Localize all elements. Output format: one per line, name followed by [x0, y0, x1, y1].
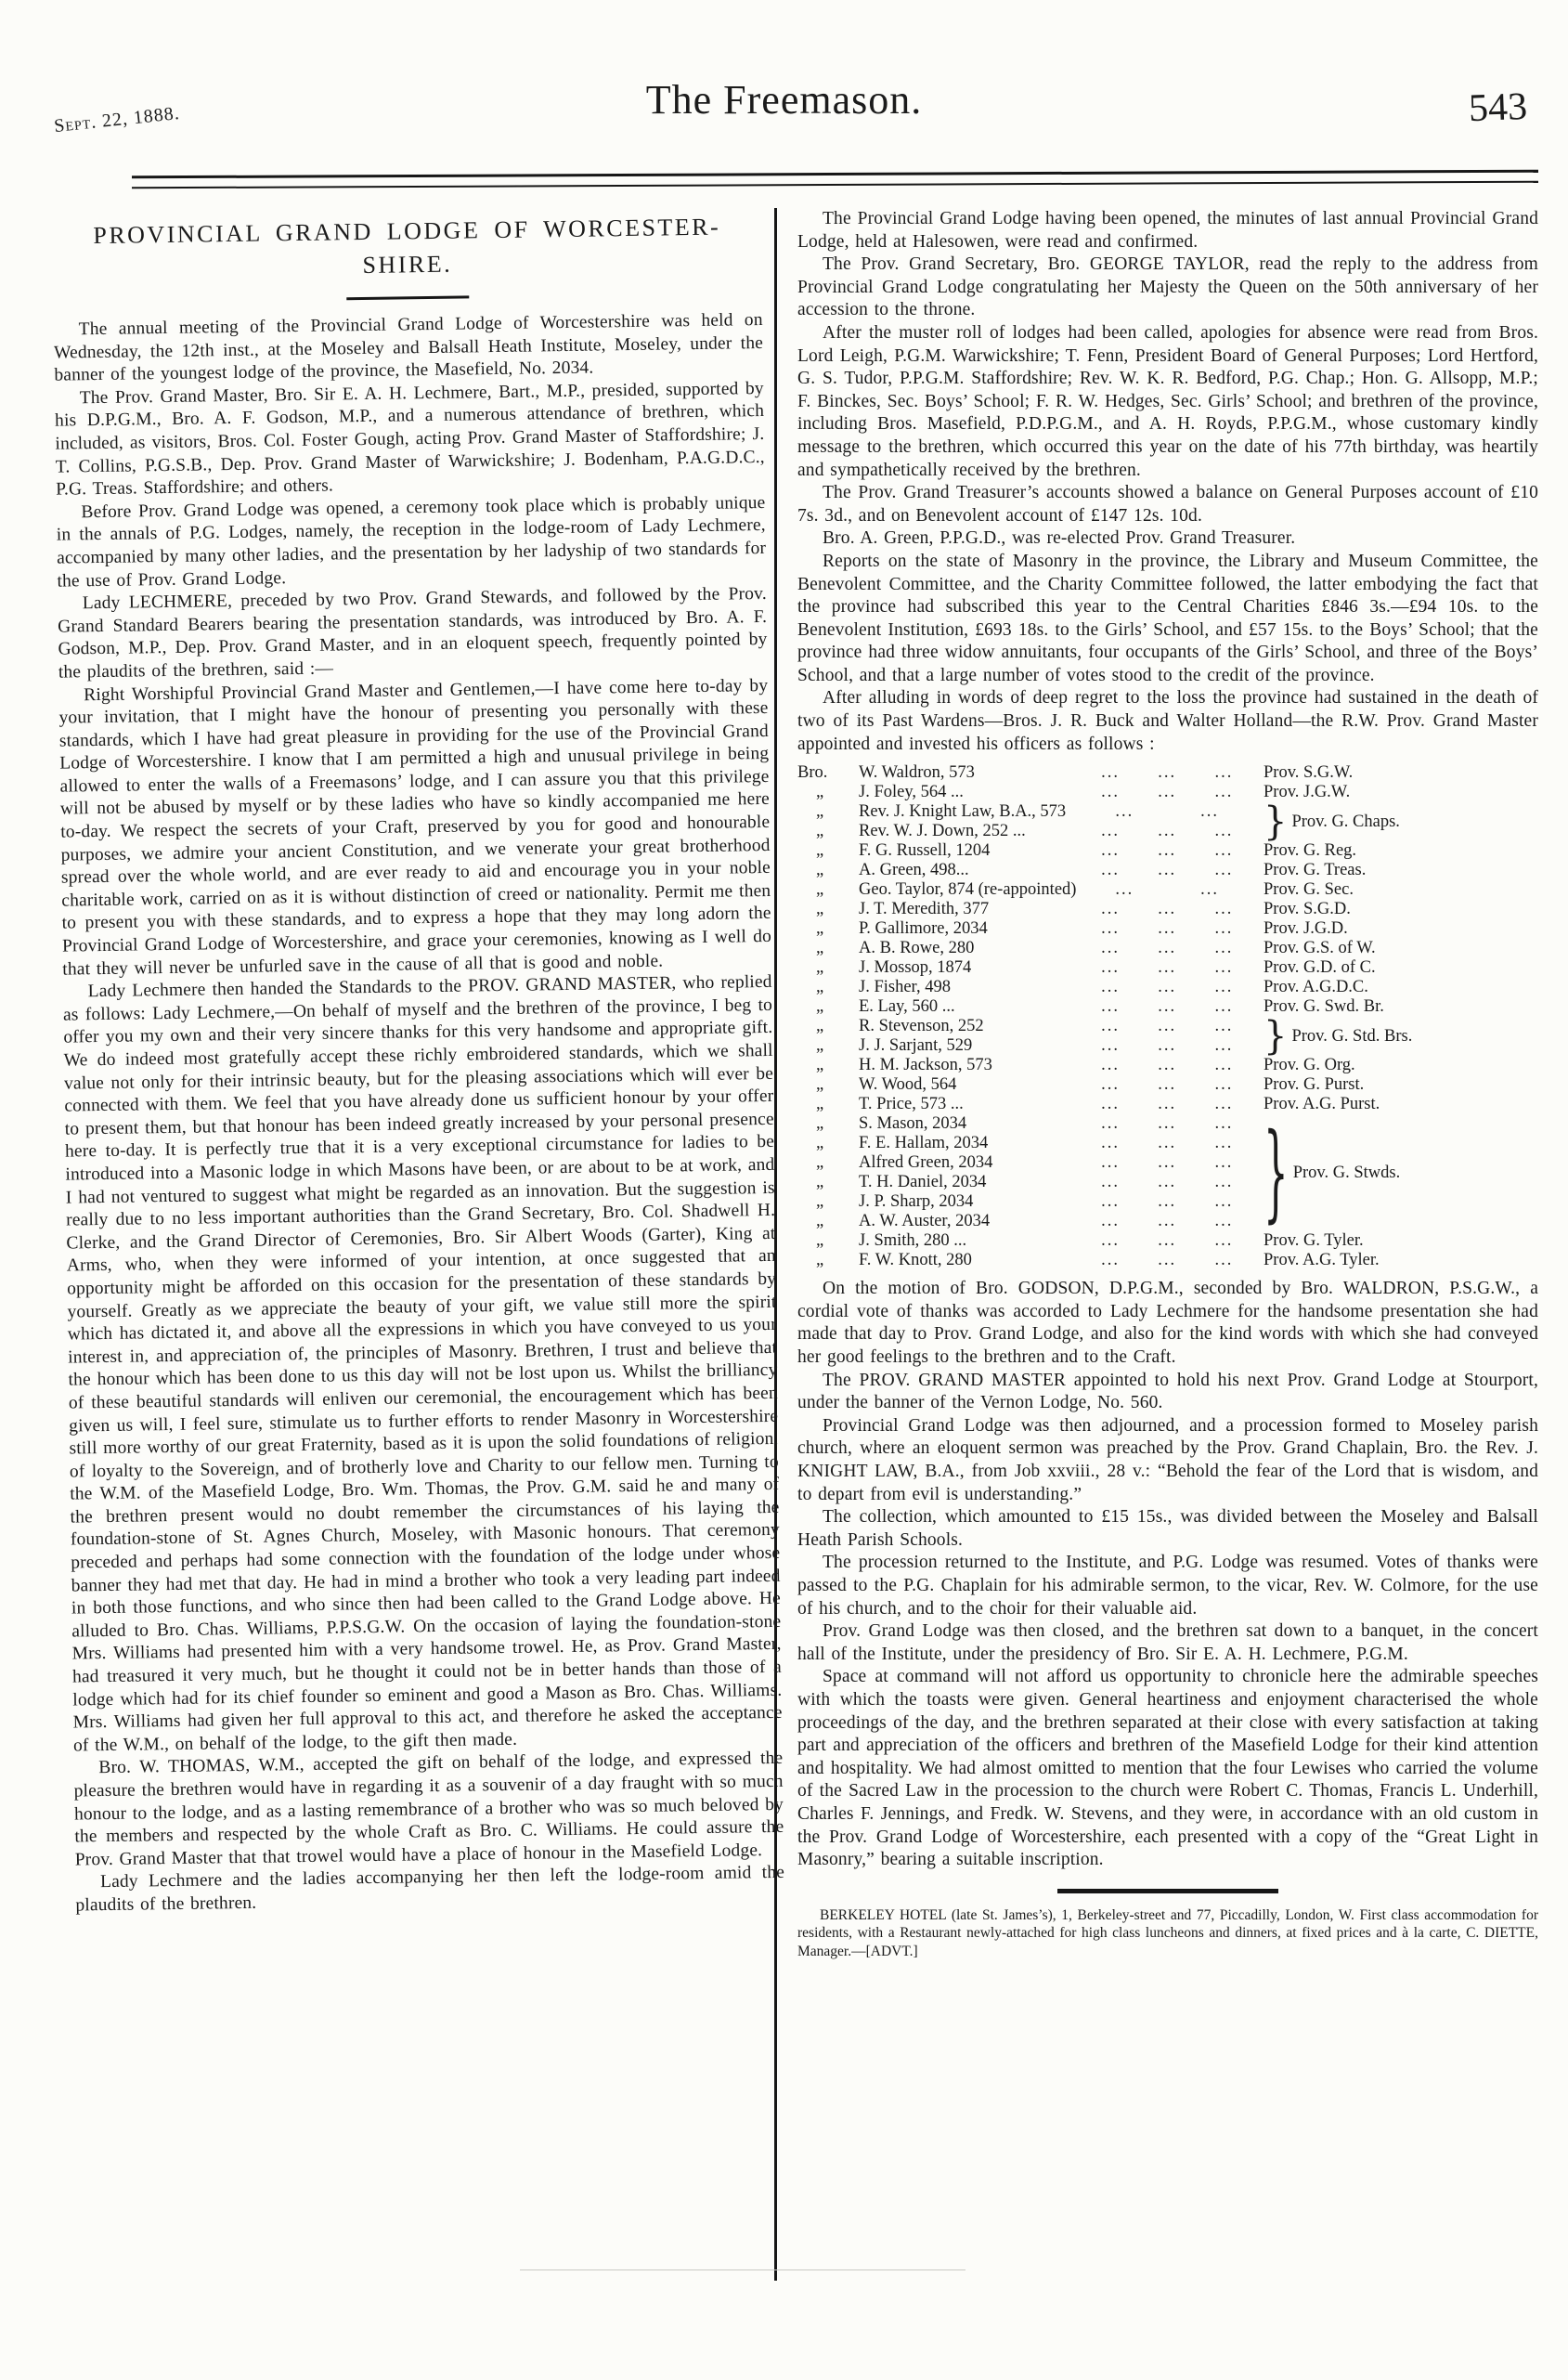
- dot-leaders: ... ... ...: [1101, 919, 1234, 939]
- officer-name: W. Wood, 564: [859, 1075, 957, 1095]
- officer-rank: Prov. J.G.D.: [1263, 919, 1348, 939]
- article-paragraph: Before Prov. Grand Lodge was opened, a ceremony took place which is probably unique in the annals of P.G. Lodges, namely, the reception in the lodge-room of Lady Lechmere, accompanied by many other ladies, and the presentation by her ladyship of two standards for the use of Prov. Grand Lodge.: [56, 492, 767, 592]
- officer-name: F. W. Knott, 280: [859, 1251, 972, 1270]
- brace-glyph: }: [1263, 800, 1288, 845]
- dot-leaders: ... ... ...: [1101, 1231, 1234, 1251]
- officer-row: [797, 1251, 1538, 1270]
- officer-row: [797, 1114, 1538, 1134]
- officer-name: J. Smith, 280 ...: [859, 1231, 967, 1251]
- article-paragraph: On the motion of Bro. GODSON, D.P.G.M., seconded by Bro. WALDRON, P.S.G.W., a cordial vote of thanks was accorded to Lady Lechmere for the handsome presentation she had made that day to Prov. Grand Lodge, and also for the kind words with which she had conveyed her good feelings to the brethren and to the Craft.: [797, 1279, 1538, 1368]
- dot-leaders: ... ... ...: [1101, 939, 1234, 958]
- officer-prefix: „: [816, 783, 824, 802]
- officer-row: [797, 1075, 1538, 1095]
- officer-rank: Prov. S.G.W.: [1263, 763, 1354, 783]
- officer-prefix: „: [816, 1036, 824, 1056]
- officer-prefix: „: [816, 900, 824, 919]
- article-paragraph: Lady LECHMERE, preceded by two Prov. Grand Stewards, and followed by the Prov. Grand Standard Bearers bearing the presentation standards, was introduced by Bro. A. F. Godson, M.P., Dep. Prov. Grand Master, and in an eloquent speech, frequently pointed by the plaudits of the brethren, said :—: [58, 584, 768, 683]
- dot-leaders: ... ... ...: [1101, 1192, 1234, 1212]
- officer-name: J. Mossop, 1874: [859, 958, 972, 978]
- article-paragraph: After the muster roll of lodges had been called, apologies for absence were read from Bros. Lord Leigh, P.G.M. Warwickshire; T. Fenn, President Board of General Purposes; Lord Hertford, G. S. Tudor, P.P.G.M. Staffordshire; Rev. W. K. R. Bedford, P.G. Chap.; Hon. G. Allsopp, M.P.; F. Binckes, Sec. Boys’ School; F. R. W. Hedges, Sec. Girls’ School; and brethren of the province, including Bros. Masefield, P.D.P.G.M., and A. H. Royds, P.P.G.M., whose customary kindly message to the brethren, which occurred this year on the date of his 77th birthday, was heartily and sympathetically received by the brethren.: [797, 322, 1538, 480]
- dot-leaders: ... ... ...: [1101, 958, 1234, 978]
- officer-name: E. Lay, 560 ...: [859, 997, 955, 1017]
- article-paragraph: The Prov. Grand Secretary, Bro. GEORGE TAYLOR, read the reply to the address from Provincial Grand Lodge congratulating her Majesty the Queen on the 50th anniversary of her accession to the throne.: [797, 254, 1538, 320]
- article-paragraph: Lady Lechmere and the ladies accompanying her then left the lodge-room amid the plaudits of the brethren.: [75, 1863, 785, 1916]
- officer-prefix: „: [816, 1212, 824, 1231]
- officer-rank: [1263, 800, 1538, 845]
- officer-prefix: „: [816, 802, 824, 822]
- officer-row: [797, 978, 1538, 997]
- officer-rank-label: Prov. G. Chaps.: [1291, 812, 1400, 831]
- officer-name: H. M. Jackson, 573: [859, 1056, 992, 1075]
- officer-rank: [1263, 1014, 1538, 1060]
- header-rule-bottom: [132, 181, 1538, 189]
- officer-name: W. Waldron, 573: [859, 763, 975, 783]
- officer-name: F. G. Russell, 1204: [859, 841, 991, 861]
- hotel-advert: BERKELEY HOTEL (late St. James’s), 1, Berkeley-street and 77, Piccadilly, London, W. First class accommodation for residents, with a Restaurant newly-attached for high class luncheons and dinners, at fixed prices and à la carte, C. DIETTE, Manager.—[ADVT.]: [797, 1906, 1538, 1959]
- officer-name: A. Green, 498...: [859, 861, 969, 880]
- dot-leaders: ... ... ...: [1101, 900, 1234, 919]
- officer-row: [797, 1231, 1538, 1251]
- officer-name: J. Foley, 564 ...: [859, 783, 964, 802]
- officers-table-body: [797, 763, 1538, 1270]
- officer-prefix: „: [816, 958, 824, 978]
- brace-glyph: }: [1263, 1110, 1289, 1234]
- article-paragraph: The PROV. GRAND MASTER appointed to hold his next Prov. Grand Lodge at Stourport, under the banner of the Vernon Lodge, No. 560.: [797, 1370, 1538, 1413]
- dot-leaders: ... ... ...: [1101, 841, 1234, 861]
- officer-name: Geo. Taylor, 874 (re-appointed): [859, 880, 1077, 900]
- officer-name: A. B. Rowe, 280: [859, 939, 975, 958]
- left-column-content: [52, 210, 784, 1918]
- newspaper-title: The Freemason.: [645, 77, 923, 123]
- dot-leaders: ... ... ...: [1101, 763, 1234, 783]
- officer-name: J. Fisher, 498: [859, 978, 951, 997]
- dot-leaders: ... ... ...: [1101, 1251, 1234, 1270]
- dot-leaders: ... ... ...: [1101, 861, 1234, 880]
- article-paragraph: Prov. Grand Lodge was then closed, and the brethren sat down to a banquet, in the concert hall of the Institute, under the presidency of Bro. Sir E. A. H. Lechmere, P.G.M.: [797, 1621, 1538, 1664]
- officer-row: [797, 861, 1538, 880]
- dot-leaders: ... ... ...: [1101, 997, 1234, 1017]
- dot-leaders: ... ... ...: [1101, 1173, 1234, 1192]
- officer-name: Alfred Green, 2034: [859, 1153, 993, 1173]
- article-title-line: SHIRE.: [362, 250, 453, 280]
- dot-leaders: ... ... ...: [1101, 978, 1234, 997]
- article-paragraph: The Provincial Grand Lodge having been opened, the minutes of last annual Provincial Grand Lodge, held at Halesowen, were read and confirmed.: [797, 209, 1538, 252]
- article-paragraph: The Prov. Grand Master, Bro. Sir E. A. H. Lechmere, Bart., M.P., presided, supported by his D.P.G.M., Bro. A. F. Godson, M.P., and a numerous attendance of brethren, which included, as visitors, Bros. Col. Foster Gough, acting Prov. Grand Master of Staffordshire; J. T. Collins, P.G.S.B., Dep. Prov. Grand Master of Warwickshire; J. Bodenham, P.A.G.D.C., P.G. Treas. Staffordshire; and others.: [54, 378, 765, 500]
- left-column: [52, 208, 785, 2281]
- dot-leaders: ... ... ...: [1101, 1134, 1234, 1153]
- officer-name: T. H. Daniel, 2034: [859, 1173, 987, 1192]
- officer-row: [797, 939, 1538, 958]
- issue-date: Sept. 22, 1888.: [53, 102, 181, 137]
- officer-rank: Prov. G. Reg.: [1263, 841, 1357, 861]
- officer-rank: Prov. G. Org.: [1263, 1056, 1355, 1075]
- officer-row: [797, 841, 1538, 861]
- officer-rank: Prov. A.G.D.C.: [1263, 978, 1368, 997]
- officer-prefix: „: [816, 1056, 824, 1075]
- dot-leaders: ... ... ...: [1101, 1017, 1234, 1036]
- officer-row: [797, 783, 1538, 802]
- article-title-line: PROVINCIAL GRAND LODGE OF WORCESTER-: [93, 213, 721, 250]
- officer-prefix: Bro.: [797, 763, 828, 783]
- officer-prefix: „: [816, 822, 824, 841]
- officer-row: [797, 763, 1538, 783]
- article-paragraph: Bro. W. THOMAS, W.M., accepted the gift on behalf of the lodge, and expressed the pleasure the brethren would have in regarding it as a souvenir of a day fraught with so much honour to the lodge, and as a lasting remembrance of a brother who was so much beloved by the members and respected by the whole Craft as Bro. C. Williams. He could assure the Prov. Grand Master that that trowel would have a place of honour in the Masefield Lodge.: [73, 1749, 784, 1870]
- officer-rank: Prov. G. Swd. Br.: [1263, 997, 1384, 1017]
- officer-name: T. Price, 573 ...: [859, 1095, 964, 1114]
- officer-rank: [1263, 1110, 1538, 1234]
- officer-rank-label: Prov. G. Stwds.: [1292, 1163, 1401, 1182]
- officer-row: [797, 802, 1538, 822]
- officer-name: J. T. Meredith, 377: [859, 900, 990, 919]
- dot-leaders: ... ... ...: [1101, 1212, 1234, 1231]
- officer-rank: Prov. G. Purst.: [1263, 1075, 1365, 1095]
- dot-leaders: ... ... ...: [1101, 1036, 1234, 1056]
- article-paragraph: The Prov. Grand Treasurer’s accounts showed a balance on General Purposes account of £10 7s. 3d., and on Benevolent account of £147 12s. 10d.: [797, 483, 1538, 526]
- article-paragraph: Right Worshipful Provincial Grand Master and Gentlemen,—I have come here to-day by your invitation, that I might have the honour of presenting you personally with these standards, which I have had great pleasure in providing for the use of the Provincial Grand Lodge of Worcestershire. I know that I am permitted a high and unusual privilege in being allowed to enter the walls of a Freemasons’ lodge, and I can assure you that this privilege will not be abused by myself or by these ladies who have so kindly accompanied me here to-day. We respect the secrets of your Craft, preserved by you for good and honourable purposes, we admire your ancient Constitution, and we venerate your great brotherhood spread over the whole world, and are ever ready to aid and encourage you in your noble charitable work, carried on as it is without distinction of creed or nationality. Permit me then to present you with these standards, and to express a hope that they may long adorn the Provincial Grand Lodge of Worcestershire, and grace your ceremonies, knowing as I well do that they will never be unfurled save in the cause of all that is good and noble.: [58, 675, 772, 980]
- page-number: 543: [1468, 85, 1528, 131]
- officer-row: [797, 1017, 1538, 1036]
- officer-prefix: „: [816, 1153, 824, 1173]
- article-paragraph: Reports on the state of Masonry in the province, the Library and Museum Committee, the Benevolent Committee, and the Charity Committee followed, the latter embodying the fact that the province had subscribed this year to the Central Charities £846 3s.—£94 10s. to the Benevolent Institution, £693 18s. to the Girls’ School, and £57 15s. to the Boys’ School; that the province had three widow annuitants, four occupants of the Girls’ School, and three of the Boys’ School, and that a large number of votes stood to the credit of the province.: [797, 551, 1538, 685]
- dot-leaders: ... ... ...: [1101, 1095, 1234, 1114]
- article-columns: [52, 208, 1538, 2281]
- officer-name: J. P. Sharp, 2034: [859, 1192, 974, 1212]
- officer-prefix: „: [816, 1095, 824, 1114]
- officer-row: [797, 997, 1538, 1017]
- officer-row: [797, 880, 1538, 900]
- officer-rank: Prov. G. Treas.: [1263, 861, 1367, 880]
- officer-rank: Prov. G.S. of W.: [1263, 939, 1376, 958]
- officer-prefix: „: [816, 1017, 824, 1036]
- dot-leaders: ... ... ...: [1101, 1075, 1234, 1095]
- officer-name: J. J. Sarjant, 529: [859, 1036, 973, 1056]
- article-paragraph: The procession returned to the Institute, and P.G. Lodge was resumed. Votes of thanks were passed to the P.G. Chaplain for his admirable sermon, to the vicar, Rev. W. Colmore, for the use of his church, and to the choir for their valuable aid.: [797, 1553, 1538, 1619]
- officer-name: P. Gallimore, 2034: [859, 919, 988, 939]
- officer-prefix: „: [816, 1173, 824, 1192]
- officer-rank: Prov. J.G.W.: [1263, 783, 1351, 802]
- headline-rule: [346, 295, 469, 300]
- officer-rank-label: Prov. G. Std. Brs.: [1291, 1026, 1413, 1046]
- brace-glyph: }: [1263, 1014, 1288, 1060]
- header-rule-top: [132, 170, 1538, 179]
- officer-name: Rev. W. J. Down, 252 ...: [859, 822, 1026, 841]
- officer-row: [797, 1056, 1538, 1075]
- officer-rank: Prov. G. Tyler.: [1263, 1231, 1364, 1251]
- article-paragraph: The collection, which amounted to £15 15s., was divided between the Moseley and Balsall Heath Parish Schools.: [797, 1507, 1538, 1550]
- officer-row: [797, 958, 1538, 978]
- article-paragraph: Lady Lechmere then handed the Standards to the PROV. GRAND MASTER, who replied as follows: Lady Lechmere,—On behalf of myself and the brethren of the province, I beg to offer you my own and their very sincere thanks for this very handsome and appropriate gift. We do indeed most gratefully accept these richly embroidered standards, which we shall value not only for their intrinsic beauty, but for the pleasing associations which will ever be connected with them. We feel that you have already done us sufficient honour by your offer to present them, but that honour has been indeed greatly increased by your personal presence here to-day. It is perfectly true that it is a very exceptional circumstance for ladies to be introduced into a Masonic lodge in which Masons have been, or are about to be at work, and I had not ventured to suggest what might be regarded as an innovation. But the suggestion is really due to no less important authorities than the Grand Secretary, Bro. Col. Shadwell H. Clerke, and the Grand Director of Ceremonies, Bro. Sir Albert Woods (Garter), King at Arms, who, when they were informed of your intention, at once suggested that an opportunity might be afforded on this occasion for the presentation of these standards by yourself. Greatly as we appreciate the beauty of your gift, we value still more the spirit which has dictated it, and above all the expressions in which you have conveyed to us your interest in, and appreciation of, the principles of Masonry. Brethren, I trust and believe that the honour which has been done to us this day will not be lost upon us. Whilst the brilliancy of these beautiful standards will enliven our ceremonial, the encouragement which has been given us will, I feel sure, stimulate us to further efforts to render Masonry in Worcestershire still more worthy of our great Fraternity, based as it is upon the solid foundations of religion, of loyalty to the Sovereign, and of brotherly love and Charity to our fellow men. Turning to the W.M. of the Masefield Lodge, Bro. Wm. Thomas, the Prov. G.M. said he and many of the brethren present would no doubt remember the circumstances of his laying the foundation-stone of St. Agnes Church, Moseley, with Masonic honours. That ceremony preceded and perhaps had some connection with the foundation of the lodge under whose banner they had met that day. He had in mind a brother who took a very leading part indeed in both those functions, and who since then had been called to the Grand Lodge above. He alluded to Bro. Chas. Williams, P.P.S.G.W. On the occasion of laying the foundation-stone Mrs. Williams had presented him with a very handsome trowel. He, as Prov. Grand Master, had treasured it very much, but he thought it could not be in better hands than those of a lodge which had for its chief founder so eminent and good a Mason as Bro. Chas. Williams. Mrs. Williams had given her full approval to this act, and therefore he asked the acceptance of the W.M., on behalf of the lodge, to the gift then made.: [62, 972, 783, 1756]
- dot-leaders: ... ... ...: [1101, 1114, 1234, 1134]
- officer-prefix: „: [816, 997, 824, 1017]
- officer-rank: Prov. G. Sec.: [1263, 880, 1354, 900]
- officer-rank: Prov. G.D. of C.: [1263, 958, 1376, 978]
- section-rule: [1057, 1889, 1278, 1893]
- dot-leaders: ... ... ...: [1101, 1056, 1234, 1075]
- article-paragraph: Provincial Grand Lodge was then adjourned, and a procession formed to Moseley parish church, where an eloquent sermon was preached by the Prov. Grand Chaplain, Bro. the Rev. J. KNIGHT LAW, B.A., from Job xxviii., 28 v.: “Behold the fear of the Lord that is wisdom, and to depart from evil is understanding.”: [797, 1415, 1538, 1504]
- officer-name: F. E. Hallam, 2034: [859, 1134, 989, 1153]
- right-column: [777, 208, 1538, 2281]
- officer-row: [797, 900, 1538, 919]
- dot-leaders: ... ... ...: [1101, 1153, 1234, 1173]
- dot-leaders: ... ...: [1115, 802, 1220, 822]
- officer-prefix: „: [816, 861, 824, 880]
- officer-prefix: „: [816, 880, 824, 900]
- officer-name: S. Mason, 2034: [859, 1114, 967, 1134]
- officer-prefix: „: [816, 919, 824, 939]
- officer-row: [797, 919, 1538, 939]
- officer-prefix: „: [816, 1251, 824, 1270]
- officer-prefix: „: [816, 1231, 824, 1251]
- article-paragraph: Space at command will not afford us opportunity to chronicle here the admirable speeches with which the toasts were given. General heartiness and enjoyment characterised the whole proceedings of the day, and the brethren separated at their close with every satisfaction at taking part and appreciation of the officers and brethren of the Masefield Lodge for their kind attention and hospitality. We had almost omitted to mention that the four Lewises who carried the volume of the Sacred Law in the procession to the church were Robert C. Thomas, Francis L. Underhill, Charles F. Jennings, and Fredk. W. Stevens, and they were, in accordance with an old custom in the Prov. Grand Lodge of Worcestershire, each presented with a copy of the “Great Light in Masonry,” bearing a suitable inscription.: [797, 1667, 1538, 1870]
- officer-prefix: „: [816, 978, 824, 997]
- officer-rank: Prov. S.G.D.: [1263, 900, 1351, 919]
- officer-prefix: „: [816, 939, 824, 958]
- scan-artifact-line: [520, 2269, 965, 2270]
- officer-rank: Prov. A.G. Tyler.: [1263, 1251, 1380, 1270]
- dot-leaders: ... ... ...: [1101, 822, 1234, 841]
- officer-name: A. W. Auster, 2034: [859, 1212, 991, 1231]
- officer-prefix: „: [816, 1192, 824, 1212]
- officer-row: [797, 1095, 1538, 1114]
- officers-table: [797, 763, 1538, 1270]
- officer-prefix: „: [816, 841, 824, 861]
- dot-leaders: ... ... ...: [1101, 783, 1234, 802]
- officer-prefix: „: [816, 1075, 824, 1095]
- article-title: [52, 210, 762, 287]
- officer-prefix: „: [816, 1114, 824, 1134]
- officer-name: R. Stevenson, 252: [859, 1017, 984, 1036]
- article-paragraph: After alluding in words of deep regret to the loss the province had sustained in the death of two of its Past Wardens—Bros. J. R. Buck and Walter Holland—the R.W. Prov. Grand Master appointed and invested his officers as follows :: [797, 688, 1538, 754]
- officer-rank: Prov. A.G. Purst.: [1263, 1095, 1380, 1114]
- article-paragraph: The annual meeting of the Provincial Grand Lodge of Worcestershire was held on Wednesday, the 12th inst., at the Moseley and Balsall Heath Institute, Moseley, under the banner of the youngest lodge of the province, the Masefield, No. 2034.: [53, 309, 764, 385]
- article-paragraph: Bro. A. Green, P.P.G.D., was re-elected Prov. Grand Treasurer.: [823, 528, 1296, 549]
- officer-prefix: „: [816, 1134, 824, 1153]
- dot-leaders: ... ...: [1115, 880, 1220, 900]
- officer-name: Rev. J. Knight Law, B.A., 573: [859, 802, 1067, 822]
